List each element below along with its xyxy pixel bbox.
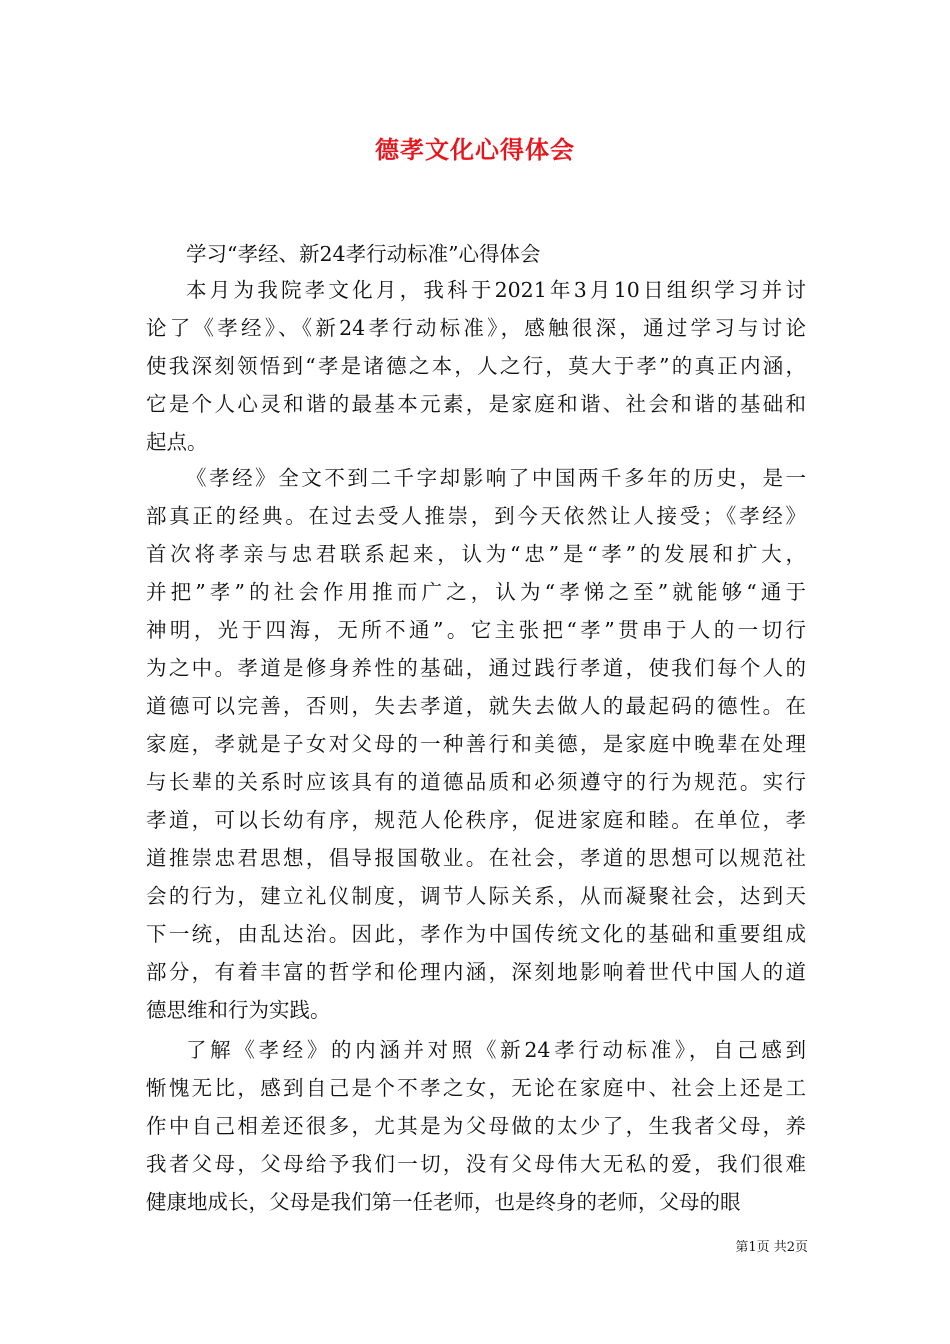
paragraph-line: 惭愧无比，感到自己是个不孝之女，无论在家庭中、社会上还是工 [146, 1076, 806, 1100]
paragraph-line: 会的行为，建立礼仪制度，调节人际关系，从而凝聚社会，达到天 [146, 884, 806, 908]
paragraph-line: 我者父母，父母给予我们一切，没有父母伟大无私的爱，我们很难 [146, 1152, 806, 1176]
paragraph-line: 健康地成长，父母是我们第一任老师，也是终身的老师，父母的眼 [146, 1190, 741, 1214]
paragraph-line: 首次将孝亲与忠君联系起来，认为“忠”是“孝”的发展和扩大， [146, 542, 806, 566]
paragraph-line: 孝道，可以长幼有序，规范人伦秩序，促进家庭和睦。在单位，孝 [146, 808, 806, 832]
paragraph-line: 作中自己相差还很多，尤其是为父母做的太少了，生我者父母，养 [146, 1114, 806, 1138]
paragraph-line: 德思维和行为实践。 [146, 998, 331, 1022]
paragraph-line: 它是个人心灵和谐的最基本元素，是家庭和谐、社会和谐的基础和 [146, 392, 806, 416]
paragraph-line: 并把”孝”的社会作用推而广之，认为“孝悌之至”就能够“通于 [146, 580, 806, 604]
paragraph-line: 起点。 [146, 430, 208, 454]
paragraph-line: 下一统，由乱达治。因此，孝作为中国传统文化的基础和重要组成 [146, 922, 806, 946]
paragraph-line: 了解《孝经》的内涵并对照《新24孝行动标准》，自己感到 [186, 1038, 806, 1062]
document-title: 德孝文化心得体会 [375, 135, 575, 164]
paragraph-line: 本月为我院孝文化月，我科于2021年3月10日组织学习并讨 [186, 278, 806, 302]
document-subtitle: 学习“孝经、新24孝行动标准”心得体会 [186, 242, 541, 266]
paragraph-line: 道推崇忠君思想，倡导报国敬业。在社会，孝道的思想可以规范社 [146, 846, 806, 870]
paragraph-line: 《孝经》全文不到二千字却影响了中国两千多年的历史，是一 [186, 466, 806, 490]
paragraph-line: 与长辈的关系时应该具有的道德品质和必须遵守的行为规范。实行 [146, 770, 806, 794]
paragraph-line: 道德可以完善，否则，失去孝道，就失去做人的最起码的德性。在 [146, 694, 806, 718]
paragraph-line: 使我深刻领悟到“孝是诸德之本，人之行，莫大于孝”的真正内涵， [146, 354, 806, 378]
paragraph-line: 家庭，孝就是子女对父母的一种善行和美德，是家庭中晚辈在处理 [146, 732, 806, 756]
page-footer: 第1页 共2页 [735, 1240, 808, 1255]
paragraph-line: 部分，有着丰富的哲学和伦理内涵，深刻地影响着世代中国人的道 [146, 960, 806, 984]
paragraph-line: 部真正的经典。在过去受人推崇，到今天依然让人接受；《孝经》 [146, 504, 806, 528]
paragraph-line: 神明，光于四海，无所不通”。它主张把“孝”贯串于人的一切行 [146, 618, 806, 642]
paragraph-line: 为之中。孝道是修身养性的基础，通过践行孝道，使我们每个人的 [146, 656, 806, 680]
paragraph-line: 论了《孝经》、《新24孝行动标准》，感触很深，通过学习与讨论 [146, 316, 806, 340]
